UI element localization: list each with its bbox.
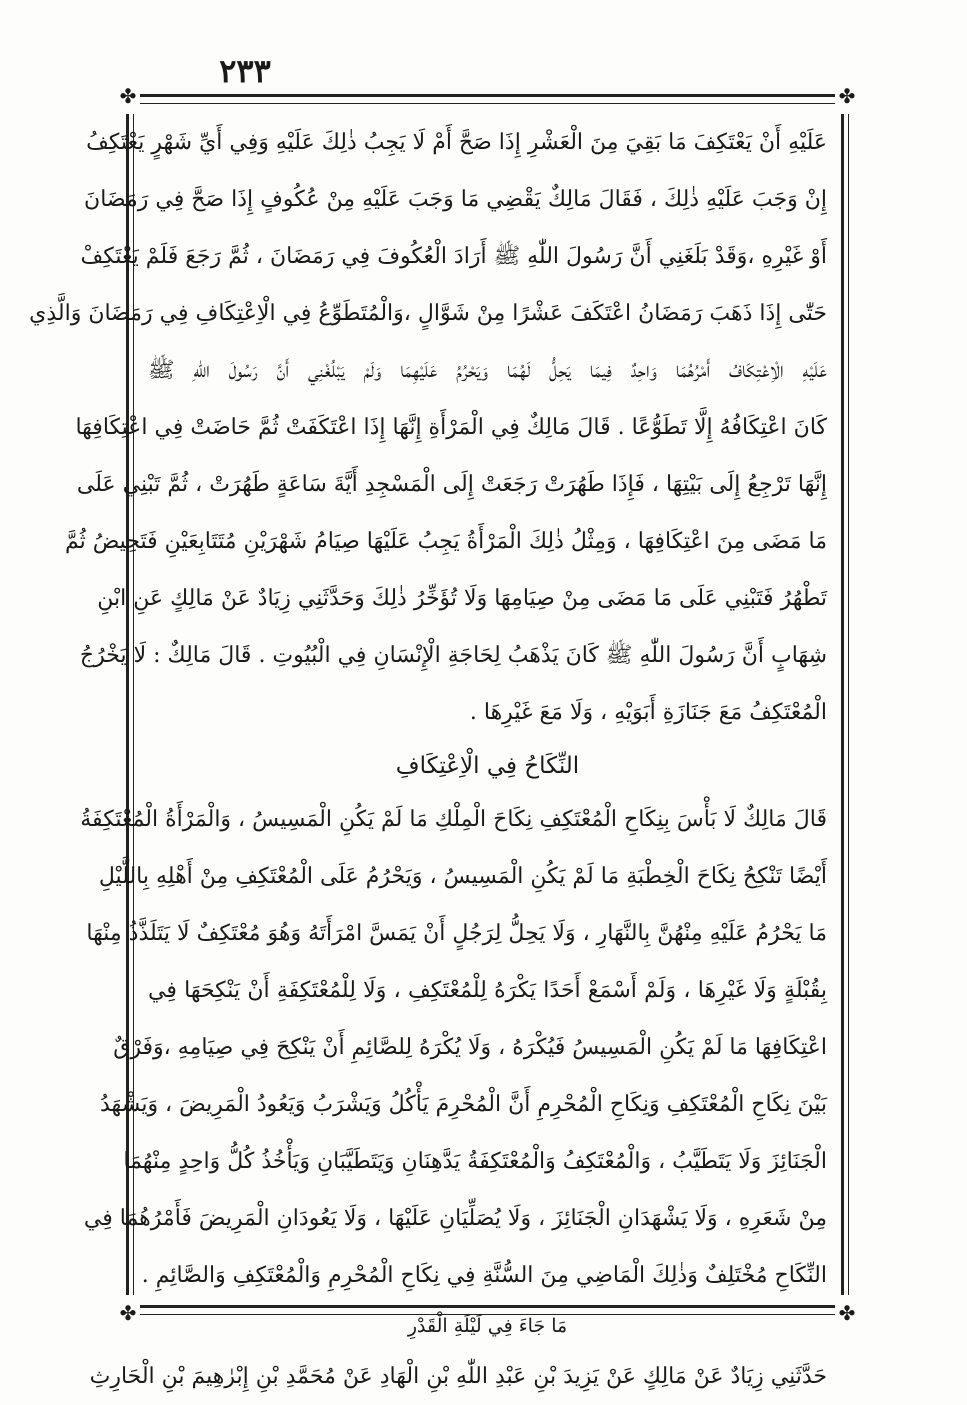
text-line: إِنَّهَا تَرْجِعُ إِلَى بَيْتِهَا ، فَإِذَا طَهُرَتْ رَجَعَتْ إِلَى الْمَسْجِدِ أَيَّةَ سَاعَةٍ طَهُرَتْ ، ثُمَّ تَبْنِي عَلَى [76,472,827,497]
text-line: أَيْضًا تَنْكِحُ نِكَاحَ الْخِطْبَةِ مَا لَمْ يَكُنِ الْمَسِيسُ ، وَيَحْرُمُ عَلَى الْمُعْتَكِفِ مِنْ أَهْلِهِ بِاللَّيْلِ [98,864,827,889]
corner-ornament-icon: ✤ [119,84,137,108]
section-3 [89,1348,827,1405]
text-line: الْمُعْتَكِفُ مَعَ جَنَازَةِ أَبَوَيْهِ ، وَلَا مَعَ غَيْرِهَا . [469,700,827,725]
section-2 [80,791,827,1304]
text-line: تَطْهُرُ فَتَبْنِي عَلَى مَا مَضَى مِنْ صِيَامِهَا وَلَا تُؤَخِّرُ ذٰلِكَ وَحَدَّثَنِي زِيَادٌ عَنْ مَالِكٍ عَنِ ابْنِ [97,586,827,611]
text-line: عَلَيْهِ الْاِعْتِكَافُ أَمْرُهُمَا وَاحِدٌ فِيمَا يَحِلُّ لَهُمَا وَيَحْرُمُ عَلَيْهِمَا وَلَمْ يَبْلُغْنِي أَنَّ رَسُولَ اللّٰهِ ﷺ [148,358,827,383]
border-right-rule [841,114,849,1295]
corner-ornament-icon: ✤ [119,1301,137,1325]
text-line: أَوْ غَيْرِهِ ،وَقَدْ بَلَغَنِي أَنَّ رَسُولَ اللّٰهِ ﷺ أَرَادَ الْعُكُوفَ فِي رَمَضَانَ ، ثُمَّ رَجَعَ فَلَمْ يَعْتَكِفْ [80,244,827,269]
section-heading: النِّكَاحُ فِي الْاِعْتِكَافِ [395,753,580,779]
section-heading: مَا جَاءَ فِي لَيْلَةِ الْقَدْرِ [407,1315,568,1337]
text-line: حَتّٰى إِذَا ذَهَبَ رَمَضَانُ اعْتَكَفَ عَشْرًا مِنْ شَوَّالٍ ،وَالْمُتَطَوِّعُ فِي الْاِعْتِكَافِ فِي رَمَضَانَ وَالَّذِي [29,301,827,326]
text-line: شِهَابٍ أَنَّ رَسُولَ اللّٰهِ ﷺ كَانَ يَذْهَبُ لِحَاجَةِ الْإِنْسَانِ فِي الْبُيُوتِ . قَالَ مَالِكٌ : لَا يَخْرُجُ [79,643,827,668]
section-1 [29,114,827,741]
text-line: النِّكَاحِ مُخْتَلِفٌ وَذٰلِكَ الْمَاضِي مِنَ السُّنَّةِ فِي نِكَاحِ الْمُحْرِمِ وَالْمُعْتَكِفِ وَالصَّائِمِ . [141,1263,827,1288]
border-top-rule [140,94,835,104]
page-body [29,114,827,1389]
corner-ornament-icon: ✤ [838,84,856,108]
text-line: قَالَ مَالِكٌ لَا بَأْسَ بِنِكَاحِ الْمُعْتَكِفِ نِكَاحَ الْمِلْكِ مَا لَمْ يَكُنِ الْمَسِيسُ ، وَالْمَرْأَةُ الْمُعْتَكِفَةُ [80,807,827,832]
text-line: مِنْ شَعَرِهِ ، وَلَا يَشْهَدَانِ الْجَنَائِزَ ، وَلَا يُصَلِّيَانِ عَلَيْهَا ، وَلَا يَعُودَانِ الْمَرِيضَ فَأَمْرُهُمَا فِي [83,1206,827,1231]
text-line: مَا مَضَى مِنَ اعْتِكَافِهَا ، وَمِثْلُ ذٰلِكَ الْمَرْأَةُ يَجِبُ عَلَيْهَا صِيَامُ شَهْرَيْنِ مُتَتَابِعَيْنِ فَتَحِيضُ ثُمَّ [64,529,827,554]
text-line: مَا يَحْرُمُ عَلَيْهِ مِنْهُنَّ بِالنَّهَارِ ، وَلَا يَحِلُّ لِرَجُلٍ أَنْ يَمَسَّ امْرَأَتَهُ وَهُوَ مُعْتَكِفٌ لَا يَتَلَذَّذُ مِنْهَا [86,921,827,946]
text-line: إِنْ وَجَبَ عَلَيْهِ ذٰلِكَ ، فَقَالَ مَالِكٌ يَقْضِي مَا وَجَبَ عَلَيْهِ مِنْ عُكُوفٍ إِذَا صَحَّ فِي رَمَضَانَ [84,187,827,212]
text-line: الْجَنَائِزَ وَلَا يَتَطَيَّبُ ، وَالْمُعْتَكِفُ وَالْمُعْتَكِفَةُ يَدَّهِنَانِ وَيَتَطَيَّبَانِ وَيَأْخُذُ كُلُّ وَاحِدٍ مِنْهُمَا [123,1149,827,1174]
corner-ornament-icon: ✤ [838,1301,856,1325]
text-line: عَلَيْهِ أَنْ يَعْتَكِفَ مَا بَقِيَ مِنَ الْعَشْرِ إِذَا صَحَّ أَمْ لَا يَجِبُ ذٰلِكَ عَلَيْهِ وَفِي أَيِّ شَهْرٍ يَعْتَكِفُ [86,130,827,155]
page-border-frame [29,84,856,1389]
text-line: بَيْنَ نِكَاحِ الْمُعْتَكِفِ وَنِكَاحِ الْمُحْرِمِ أَنَّ الْمُحْرِمَ يَأْكُلُ وَيَشْرَبُ وَيَعُودُ الْمَرِيضَ ، وَيَشْهَدُ [100,1092,827,1117]
text-line: بِقُبْلَةٍ وَلَا غَيْرِهَا ، وَلَمْ أَسْمَعْ أَحَدًا يَكْرَهُ لِلْمُعْتَكِفِ ، وَلَا لِلْمُعْتَكِفَةِ أَنْ يَنْكِحَهَا فِي [148,978,827,1003]
text-line: اعْتِكَافِهَا مَا لَمْ يَكُنِ الْمَسِيسُ فَيُكْرَهُ ، وَلَا يُكْرَهُ لِلصَّائِمِ أَنْ يَنْكِحَ فِي صِيَامِهِ ،وَفَرْقٌ [113,1035,827,1060]
page-number: ٢٣٣ [219,52,271,90]
text-line: حَدَّثَنِي زِيَادٌ عَنْ مَالِكٍ عَنْ يَزِيدَ بْنِ عَبْدِ اللّٰهِ بْنِ الْهَادِ عَنْ مُحَمَّدِ بْنِ إِبْرٰهِيمَ بْنِ الْحَارِثِ [89,1364,827,1389]
text-line: كَانَ اعْتِكَافُهُ إِلَّا تَطَوُّعًا . قَالَ مَالِكٌ فِي الْمَرْأَةِ إِنَّهَا إِذَا اعْتَكَفَتْ ثُمَّ حَاضَتْ فِي اعْتِكَافِهَا [75,415,827,440]
